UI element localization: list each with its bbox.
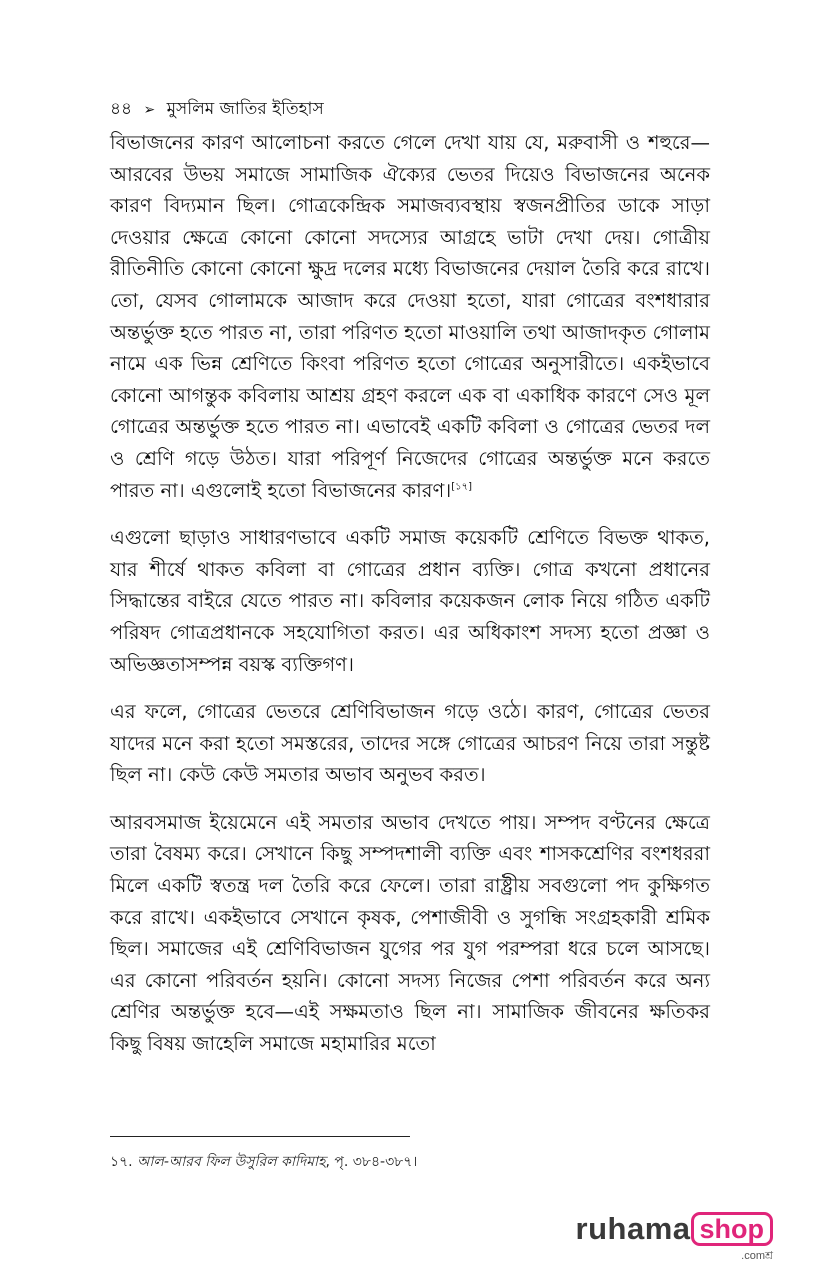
paragraph-1 [110, 127, 710, 506]
arrow-icon: ➢ [143, 102, 156, 118]
running-header [110, 96, 710, 123]
publisher-logo [576, 1212, 773, 1266]
paragraph-2: এগুলো ছাড়াও সাধারণভাবে একটি সমাজ কয়েকটি শ্রেণিতে বিভক্ত থাকত, যার শীর্ষে থাকত কবিলা বা গোত্রের প্রধান ব্যক্তি। গোত্র কখনো প্রধানের সিদ্ধান্তের বাইরে যেতে পারত না। কবিলার কয়েকজন লোক নিয়ে গঠিত একটি পরিষদ গোত্রপ্রধানকে সহযোগিতা করত। এর অধিকাংশ সদস্য হতো প্রজ্ঞা ও অভিজ্ঞতাসম্পন্ন বয়স্ক ব্যক্তিগণ। [110, 526, 710, 676]
footnote [110, 1152, 710, 1172]
paragraph-1-text: বিভাজনের কারণ আলোচনা করতে গেলে দেখা যায় যে, মরুবাসী ও শহুরে—আরবের উভয় সমাজে সামাজিক ঐক্যের ভেতর দিয়েও বিভাজনের অনেক কারণ বিদ্যমান ছিল। গোত্রকেন্দ্রিক সমাজব্যবস্থায় স্বজনপ্রীতির ডাকে সাড়া দেওয়ার ক্ষেত্রে কোনো কোনো সদস্যের আগ্রহে ভাটা দেখা দেয়। গোত্রীয় রীতিনীতি কোনো কোনো ক্ষুদ্র দলের মধ্যে বিভাজনের দেয়াল তৈরি করে রাখে। তো, যেসব গোলামকে আজাদ করে দেওয়া হতো, যারা গোত্রের বংশধারার অন্তর্ভুক্ত হতে পারত না, তারা পরিণত হতো মাওয়ালি তথা আজাদকৃত গোলাম নামে এক ভিন্ন শ্রেণিতে কিংবা পরিণত হতো গোত্রের অনুসারীতে। একইভাবে কোনো আগন্তুক কবিলায় আশ্রয় গ্রহণ করলে এক বা একাধিক কারণে সেও মূল গোত্রের অন্তর্ভুক্ত হতে পারত না। এভাবেই একটি কবিলা ও গোত্রের ভেতর দল ও শ্রেণি গড়ে উঠত। যারা পরিপূর্ণ নিজেদের গোত্রের অন্তর্ভুক্ত মনে করতে পারত না। এগুলোই হতো বিভাজনের কারণ। [110, 131, 710, 502]
logo-domain-text: .comশ্র [741, 1250, 773, 1262]
footnote-pages: , পৃ. ৩৮৪-৩৮৭। [325, 1154, 418, 1170]
book-title: মুসলিম জাতির ইতিহাস [166, 99, 324, 119]
footnote-divider [110, 1136, 410, 1137]
footnote-marker: ১৭. [110, 1154, 133, 1170]
logo-shop-badge: shop [691, 1212, 774, 1246]
footnote-source-title: আল-আরব ফিল উসুরিল কাদিমাহ [137, 1154, 326, 1170]
paragraph-4: আরবসমাজ ইয়েমেনে এই সমতার অভাব দেখতে পায়। সম্পদ বণ্টনের ক্ষেত্রে তারা বৈষম্য করে। সেখানে কিছু সম্পদশালী ব্যক্তি এবং শাসকশ্রেণির বংশধররা মিলে একটি স্বতন্ত্র দল তৈরি করে ফেলে। তারা রাষ্ট্রীয় সবগুলো পদ কুক্ষিগত করে রাখে। একইভাবে সেখানে কৃষক, পেশাজীবী ও সুগন্ধি সংগ্রহকারী শ্রমিক ছিল। সমাজের এই শ্রেণিবিভাজন যুগের পর যুগ পরম্পরা ধরে চলে আসছে। এর কোনো পরিবর্তন হয়নি। কোনো সদস্য নিজের পেশা পরিবর্তন করে অন্য শ্রেণির অন্তর্ভুক্ত হবে—এই সক্ষমতাও ছিল না। সামাজিক জীবনের ক্ষতিকর কিছু বিষয় জাহেলি সমাজে মহামারির মতো [110, 810, 710, 1056]
page-body [110, 96, 710, 1076]
page-number: ৪৪ [110, 99, 133, 119]
paragraph-3: এর ফলে, গোত্রের ভেতরে শ্রেণিবিভাজন গড়ে ওঠে। কারণ, গোত্রের ভেতর যাদের মনে করা হতো সমস্তরের, তাদের সঙ্গে গোত্রের আচরণ নিয়ে তারা সন্তুষ্ট ছিল না। কেউ কেউ সমতার অভাব অনুভব করত। [110, 700, 710, 787]
footnote-reference[interactable]: [১৭] [451, 481, 473, 493]
logo-shop-group [691, 1212, 774, 1266]
logo-brand-text: ruhama [575, 1211, 691, 1246]
